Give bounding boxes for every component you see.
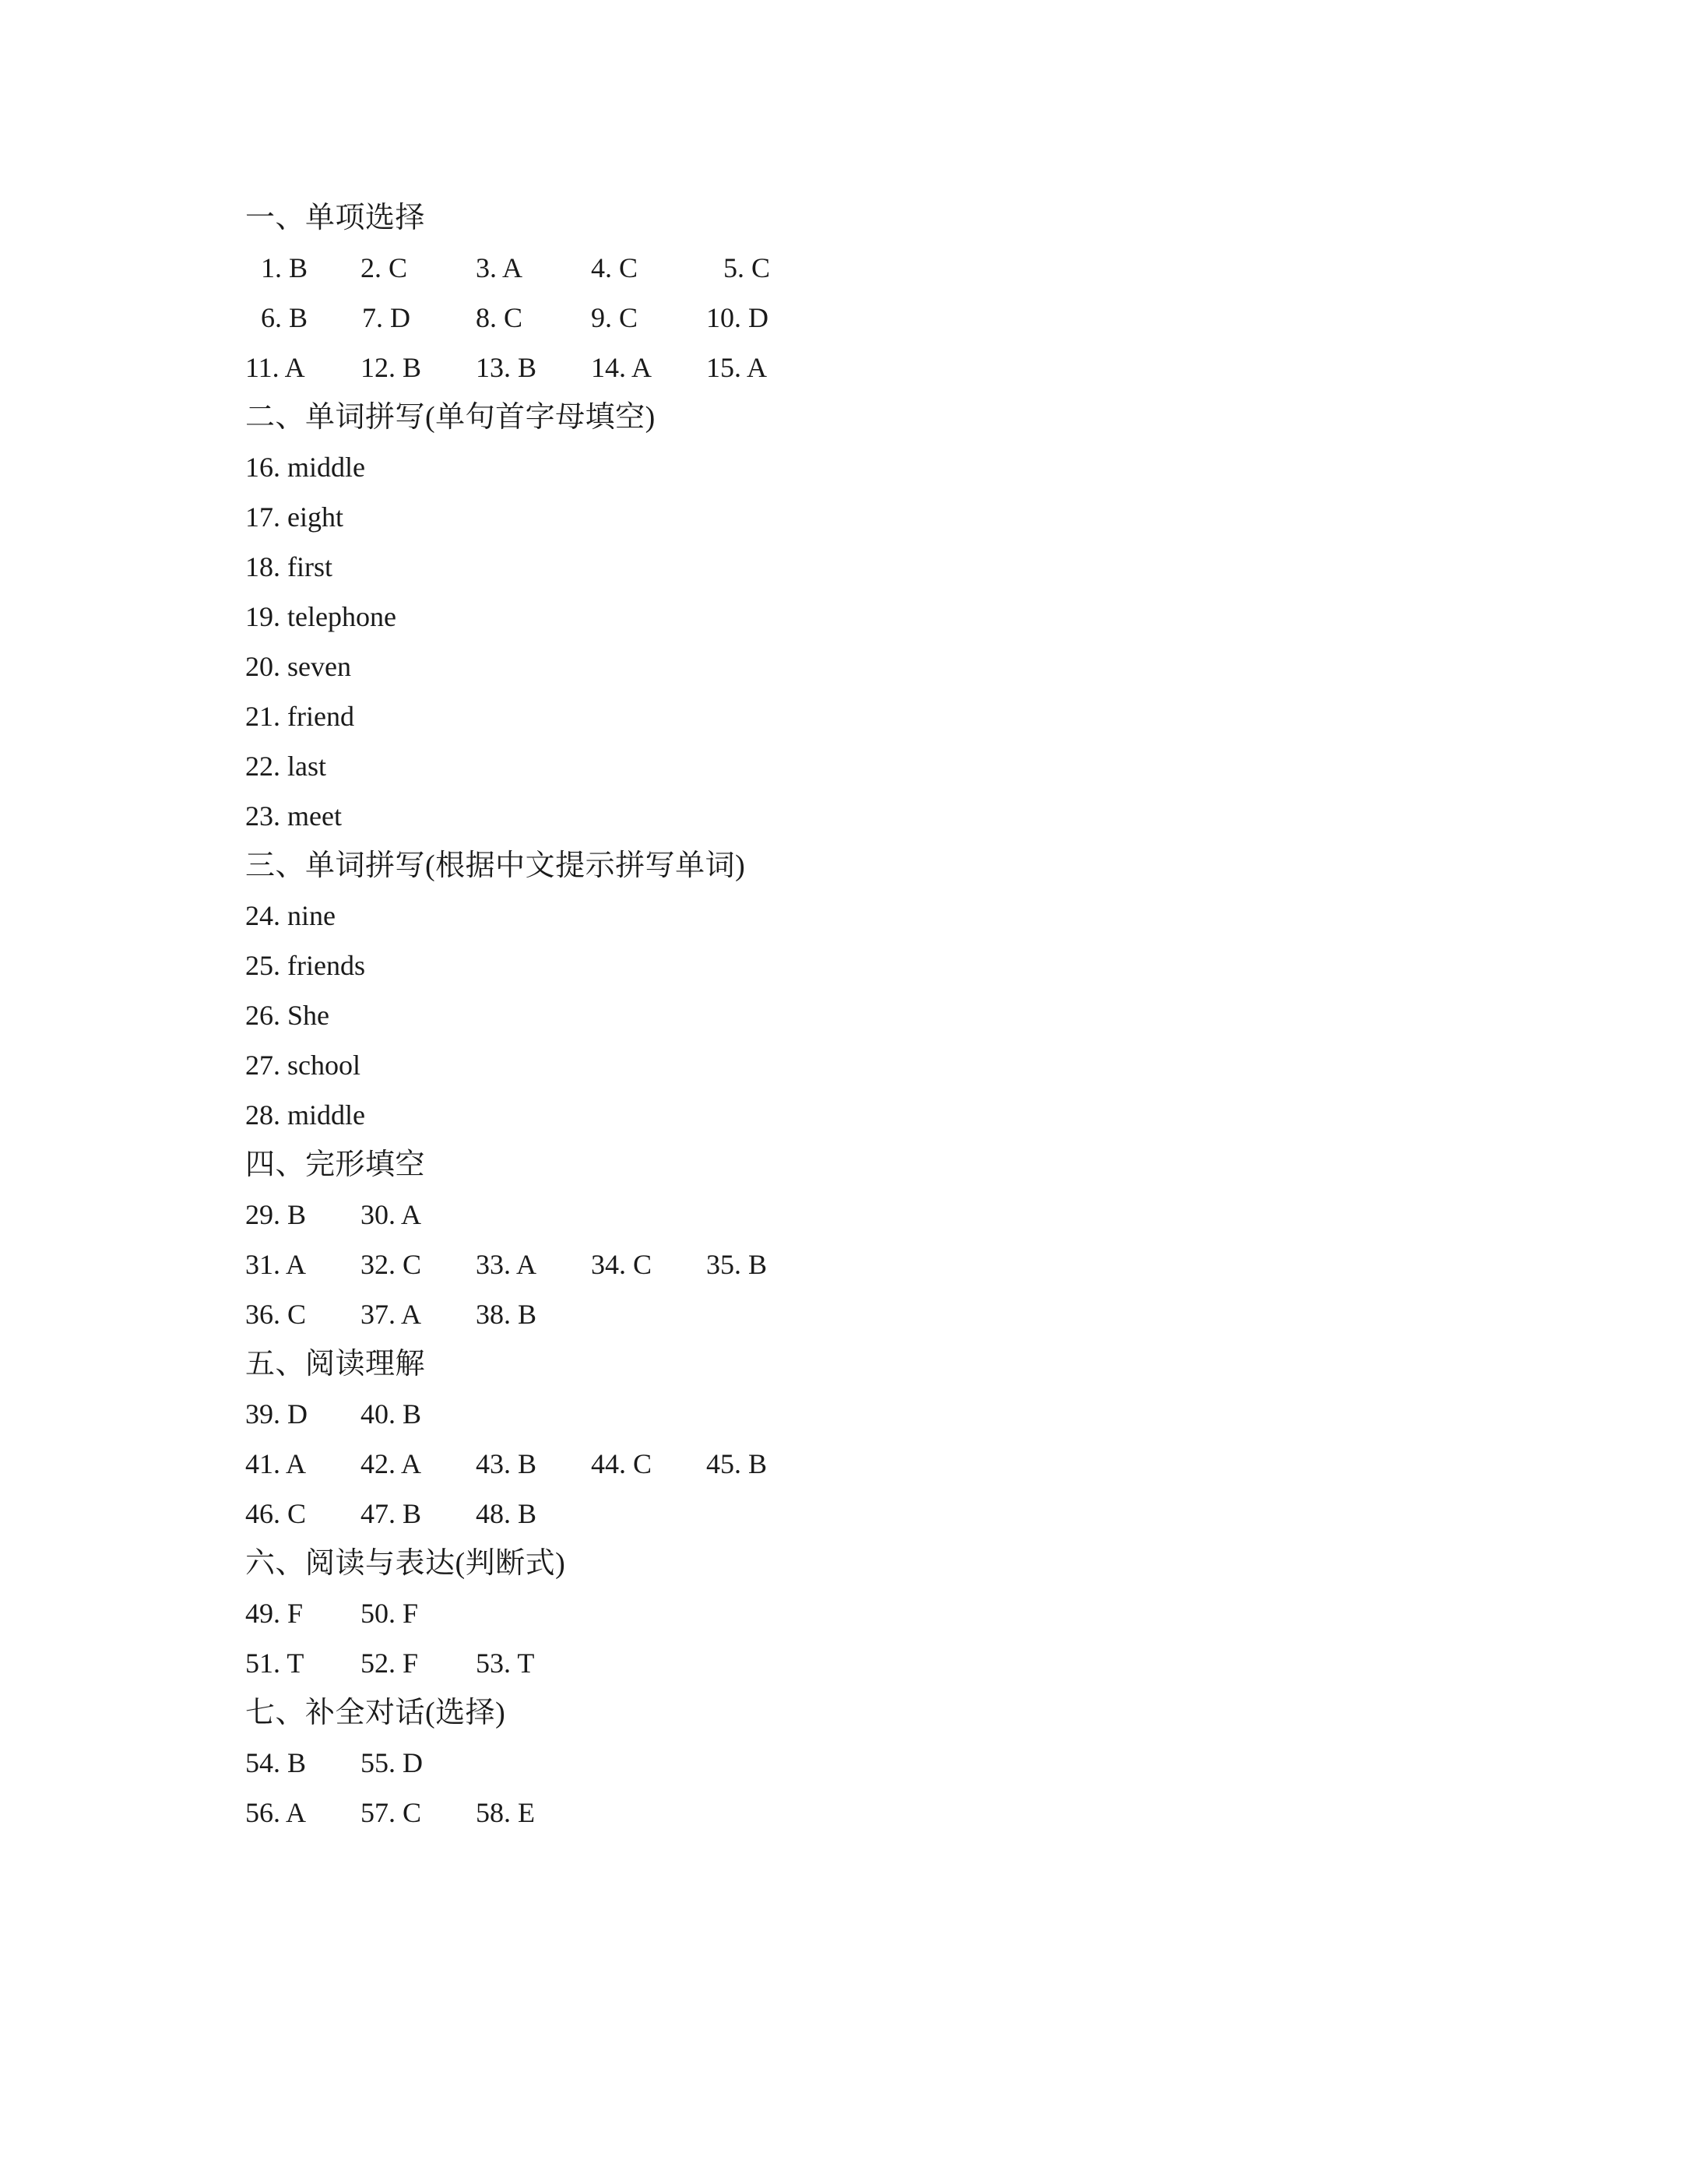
answer-item: 47. B xyxy=(360,1498,422,1529)
answer-line: 28. middle xyxy=(245,1099,365,1131)
section-heading-reading-expression: 六、阅读与表达(判断式) xyxy=(245,1547,566,1580)
section-heading-word-spelling-initial: 二、单词拼写(单句首字母填空) xyxy=(245,401,656,434)
answer-item: 10. D xyxy=(706,302,768,333)
answer-line: 19. telephone xyxy=(245,601,396,632)
answer-row xyxy=(245,1738,1335,1788)
answer-item: 13. B xyxy=(476,352,537,383)
answer-line: 27. school xyxy=(245,1050,360,1081)
answer-item: 11. A xyxy=(245,352,305,383)
answer-item: 30. A xyxy=(360,1199,422,1230)
answer-item: 42. A xyxy=(360,1448,422,1479)
answer-item: 56. A xyxy=(245,1797,307,1828)
answer-item: 53. T xyxy=(476,1648,535,1679)
answer-line: 18. first xyxy=(245,551,332,582)
answer-line: 26. She xyxy=(245,1000,329,1031)
answer-item: 41. A xyxy=(245,1448,307,1479)
section-heading-dialogue-completion: 七、补全对话(选择) xyxy=(245,1697,506,1729)
answer-row xyxy=(245,1439,1335,1489)
answer-line: 24. nine xyxy=(245,900,336,931)
answer-item: 52. F xyxy=(360,1648,419,1679)
answer-row xyxy=(245,1788,1335,1838)
answer-line: 21. friend xyxy=(245,701,354,732)
answer-line: 20. seven xyxy=(245,651,351,682)
answer-item: 58. E xyxy=(476,1797,535,1828)
answer-item: 39. D xyxy=(245,1398,308,1430)
answer-item: 45. B xyxy=(706,1448,768,1479)
section-heading-single-choice: 一、单项选择 xyxy=(245,202,426,234)
answer-item: 2. C xyxy=(360,252,408,283)
answer-item: 54. B xyxy=(245,1747,307,1778)
answer-item: 29. B xyxy=(245,1199,307,1230)
answer-row xyxy=(245,1489,1335,1539)
answer-item: 7. D xyxy=(362,302,410,333)
answer-item: 51. T xyxy=(245,1648,304,1679)
answer-item: 14. A xyxy=(591,352,652,383)
answer-row xyxy=(245,1289,1335,1339)
answer-item: 38. B xyxy=(476,1299,537,1330)
answer-line: 25. friends xyxy=(245,950,365,981)
answer-key-document xyxy=(245,193,1335,1838)
answer-item: 15. A xyxy=(706,352,768,383)
answer-item: 33. A xyxy=(476,1249,537,1280)
answer-item: 6. B xyxy=(261,302,308,333)
answer-item: 46. C xyxy=(245,1498,307,1529)
answer-item: 4. C xyxy=(591,252,638,283)
answer-item: 44. C xyxy=(591,1448,652,1479)
answer-row xyxy=(245,1240,1335,1289)
answer-row xyxy=(245,1638,1335,1688)
answer-item: 32. C xyxy=(360,1249,422,1280)
answer-item: 37. A xyxy=(360,1299,422,1330)
answer-item: 8. C xyxy=(476,302,523,333)
answer-item: 9. C xyxy=(591,302,638,333)
answer-row xyxy=(245,343,1335,392)
section-heading-reading-comprehension: 五、阅读理解 xyxy=(245,1348,426,1380)
answer-row xyxy=(245,1588,1335,1638)
answer-item: 48. B xyxy=(476,1498,537,1529)
answer-item: 34. C xyxy=(591,1249,652,1280)
answer-item: 57. C xyxy=(360,1797,422,1828)
answer-item: 36. C xyxy=(245,1299,307,1330)
answer-item: 1. B xyxy=(261,252,308,283)
answer-item: 50. F xyxy=(360,1598,419,1629)
answer-row xyxy=(245,293,1335,343)
section-heading-cloze: 四、完形填空 xyxy=(245,1148,426,1181)
answer-item: 12. B xyxy=(360,352,422,383)
answer-line: 17. eight xyxy=(245,501,343,533)
answer-row xyxy=(245,1389,1335,1439)
answer-line: 16. middle xyxy=(245,452,365,483)
answer-line: 22. last xyxy=(245,751,326,782)
answer-item: 31. A xyxy=(245,1249,307,1280)
answer-item: 43. B xyxy=(476,1448,537,1479)
answer-item: 40. B xyxy=(360,1398,422,1430)
section-heading-word-spelling-chinese-hint: 三、单词拼写(根据中文提示拼写单词) xyxy=(245,849,746,882)
answer-item: 3. A xyxy=(476,252,523,283)
answer-item: 49. F xyxy=(245,1598,304,1629)
answer-row xyxy=(245,243,1335,293)
answer-item: 5. C xyxy=(723,252,771,283)
answer-item: 35. B xyxy=(706,1249,768,1280)
answer-item: 55. D xyxy=(360,1747,423,1778)
answer-line: 23. meet xyxy=(245,800,342,832)
answer-row xyxy=(245,1190,1335,1240)
